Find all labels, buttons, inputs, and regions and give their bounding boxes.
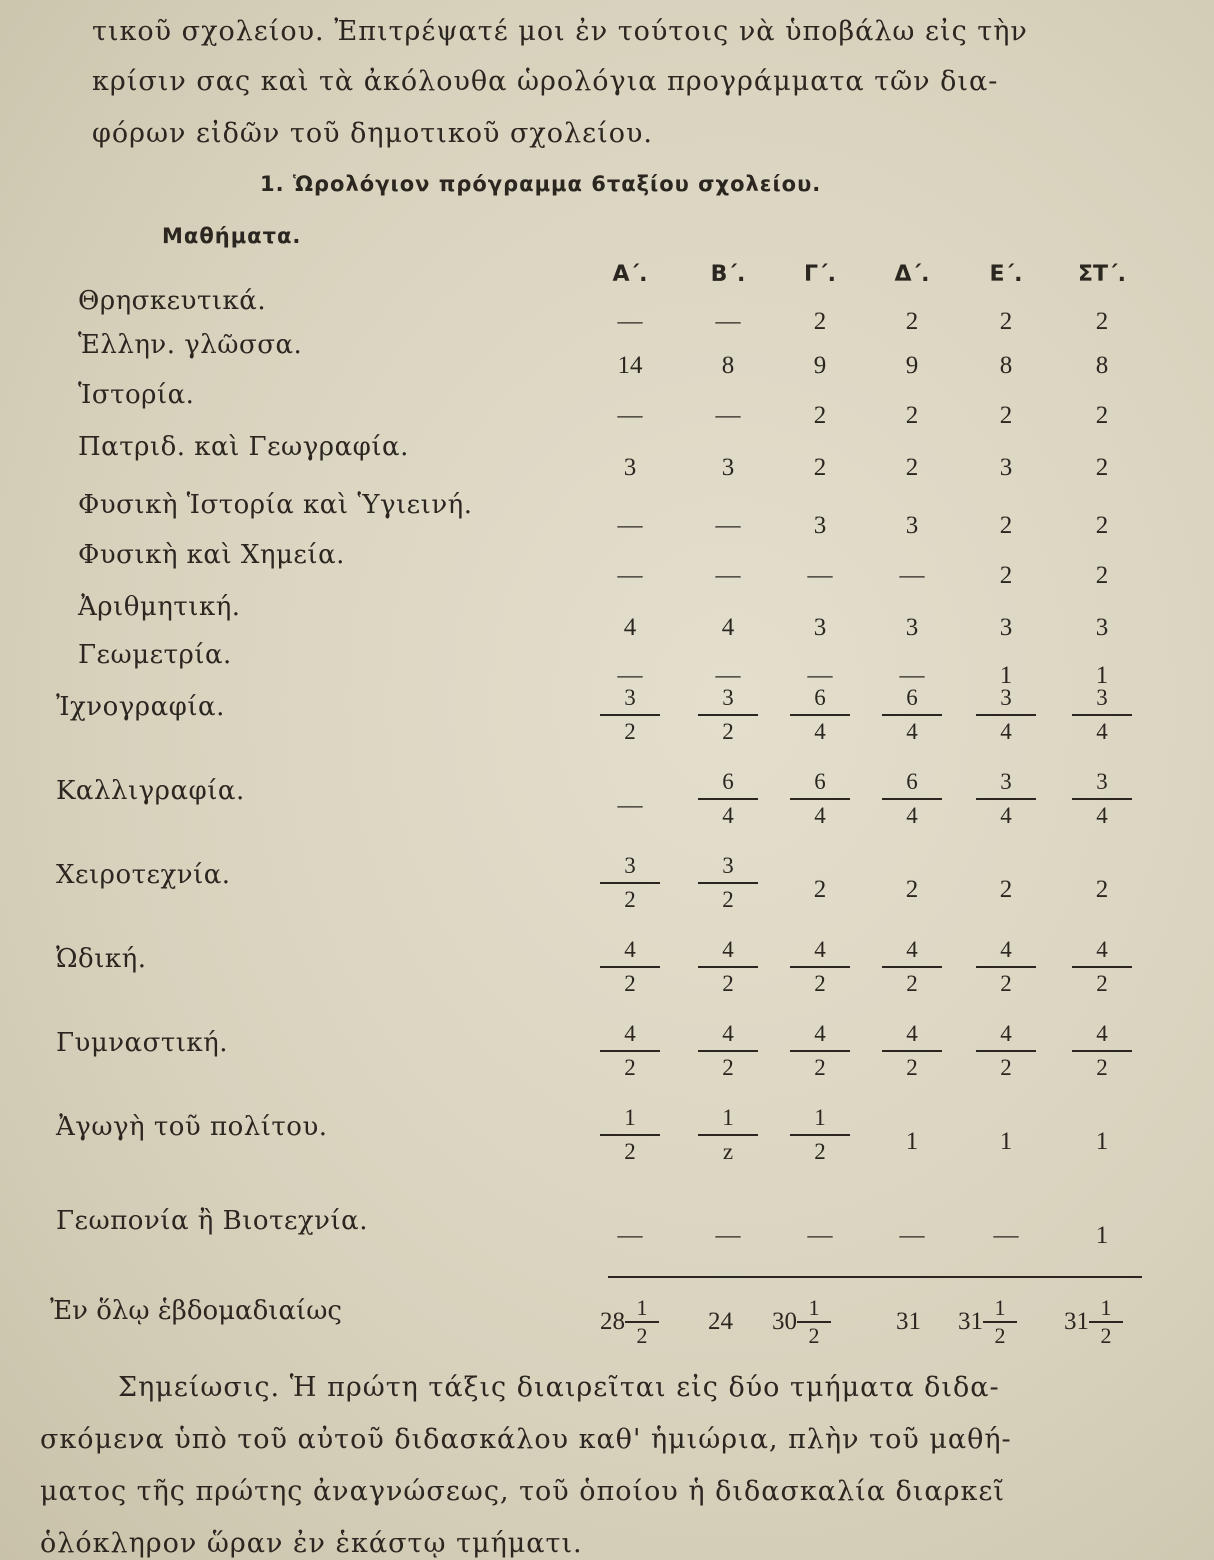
hours-cell: 8 [1095,352,1109,379]
grade-header: ΣΤ΄. [1077,262,1127,287]
fraction-denominator: 4 [906,803,918,828]
subject-label: Γυμναστική. [56,1028,229,1058]
intro-line: τικοῦ σχολείου. Ἐπιτρέψατέ μοι ἐν τούτοις νὰ ὑποβάλω εἰς τὴν [92,16,1028,47]
empty-cell-dash: — [807,662,833,689]
fraction-bar [1072,1050,1132,1052]
fraction-denominator: 4 [1000,803,1012,828]
empty-cell-dash: — [715,402,741,429]
fraction-numerator: 4 [1000,937,1012,962]
fraction-numerator: 4 [1096,937,1108,962]
fraction-denominator: 2 [624,971,636,996]
hours-fraction [790,1104,850,1166]
hours-fraction [790,936,850,998]
fraction-numerator: 6 [906,685,918,710]
fraction-numerator: 4 [722,937,734,962]
fraction-bar [1072,714,1132,716]
hours-cell: 9 [813,352,827,379]
hours-fraction [976,1020,1036,1082]
total-fraction [983,1295,1017,1349]
hours-fraction [1072,1020,1132,1082]
hours-cell: 2 [999,562,1013,589]
subject-label: Ἀριθμητική. [78,592,241,622]
grade-header: Ε΄. [989,262,1023,287]
hours-cell: 14 [617,352,643,379]
hours-fraction [882,1020,942,1082]
subject-label: Ἰχνογραφία. [56,692,225,722]
fraction-denominator: 2 [722,887,734,912]
hours-cell: 2 [813,402,827,429]
fraction-numerator: 4 [906,1021,918,1046]
fraction-denominator: 2 [906,1055,918,1080]
weekly-total [896,1290,921,1354]
fraction-denominator: 2 [722,971,734,996]
subject-label: Πατριδ. καὶ Γεωγραφία. [78,432,409,462]
fraction-denominator: 2 [814,1139,826,1164]
hours-fraction [882,684,942,746]
fraction-denominator: 4 [814,803,826,828]
hours-cell: 2 [999,402,1013,429]
fraction-bar [976,798,1036,800]
fraction-bar [600,1050,660,1052]
total-whole: 31 [896,1308,921,1335]
fraction-denominator: 4 [1096,719,1108,744]
fraction-bar [882,798,942,800]
hours-cell: 1 [905,1128,919,1155]
hours-fraction [882,768,942,830]
empty-cell-dash: — [617,792,643,819]
fraction-numerator: 4 [1096,1021,1108,1046]
hours-cell: 2 [905,308,919,335]
hours-cell: 1 [1095,662,1109,689]
hours-fraction [790,684,850,746]
weekly-total [958,1290,1017,1354]
fraction-denominator: 2 [624,719,636,744]
hours-fraction [790,768,850,830]
note-line: ὁλόκληρον ὥραν ἐν ἑκάστῳ τμήματι. [40,1528,583,1559]
hours-fraction [1072,768,1132,830]
fraction-numerator: 6 [722,769,734,794]
fraction-denominator: 4 [1096,803,1108,828]
weekly-total [1064,1290,1123,1354]
hours-cell: 2 [999,308,1013,335]
hours-cell: 3 [999,454,1013,481]
grade-header: Α΄. [612,262,648,287]
hours-fraction [976,768,1036,830]
hours-cell: 2 [813,308,827,335]
hours-fraction [976,684,1036,746]
weekly-total [708,1290,733,1354]
fraction-numerator: 6 [814,769,826,794]
fraction-denominator: 2 [1096,971,1108,996]
total-fraction [797,1295,831,1349]
subject-label: Θρησκευτικά. [78,286,267,316]
fraction-denominator: 2 [624,887,636,912]
empty-cell-dash: — [899,662,925,689]
hours-cell: 2 [905,402,919,429]
fraction-numerator: 3 [624,853,636,878]
fraction-bar [698,1050,758,1052]
table-heading: 1. Ὡρολόγιον πρόγραμμα 6ταξίου σχολείου. [260,172,822,196]
hours-cell: 3 [721,454,735,481]
fraction-bar [790,1050,850,1052]
fraction-numerator: 4 [722,1021,734,1046]
subject-label: Γεωμετρία. [78,640,232,670]
hours-fraction [600,684,660,746]
hours-cell: 1 [999,1128,1013,1155]
fraction-denominator: 4 [722,803,734,828]
fraction-bar [790,1134,850,1136]
fraction-bar [882,714,942,716]
fraction-denominator: 2 [906,971,918,996]
total-whole: 31 [1064,1308,1089,1335]
subject-label: Ὠδική. [56,944,147,974]
total-label: Ἐν ὅλῳ ἑβδομαδιαίως [50,1296,342,1326]
fraction-numerator: 4 [814,937,826,962]
hours-fraction [790,1020,850,1082]
hours-cell: 3 [813,512,827,539]
fraction-bar [698,798,758,800]
hours-cell: 2 [1095,308,1109,335]
fraction-bar [1072,966,1132,968]
fraction-denominator: 2 [814,1055,826,1080]
intro-line: κρίσιν σας καὶ τὰ ἀκόλουθα ὡρολόγια προγράμματα τῶν δια- [92,66,999,97]
fraction-bar [698,882,758,884]
fraction-denominator: 2 [994,1323,1006,1348]
fraction-numerator: 4 [624,1021,636,1046]
subjects-column-header: Μαθήματα. [162,224,302,248]
fraction-numerator: 1 [722,1105,734,1130]
total-fraction [1089,1295,1123,1349]
fraction-denominator: 2 [1000,1055,1012,1080]
fraction-denominator: 2 [624,1139,636,1164]
hours-fraction [600,1104,660,1166]
empty-cell-dash: — [715,1222,741,1249]
fraction-denominator: 2 [636,1323,648,1348]
fraction-numerator: 1 [624,1105,636,1130]
hours-cell: 1 [1095,1128,1109,1155]
empty-cell-dash: — [617,512,643,539]
fraction-numerator: 1 [814,1105,826,1130]
subject-label: Γεωπονία ἢ Βιοτεχνία. [56,1206,369,1236]
hours-cell: 2 [813,454,827,481]
empty-cell-dash: — [617,402,643,429]
note-line: ματος τῆς πρώτης ἀναγνώσεως, τοῦ ὁποίου ἡ διδασκαλία διαρκεῖ [40,1476,1005,1507]
hours-fraction [600,1020,660,1082]
fraction-numerator: 3 [1000,769,1012,794]
hours-cell: 3 [999,614,1013,641]
weekly-total [600,1290,659,1354]
hours-cell: 3 [623,454,637,481]
note-line: Σημείωσις. Ἡ πρώτη τάξις διαιρεῖται εἰς δύο τμήματα διδα- [118,1372,1000,1403]
fraction-numerator: 4 [906,937,918,962]
empty-cell-dash: — [715,512,741,539]
hours-cell: 2 [1095,512,1109,539]
fraction-numerator: 4 [1000,1021,1012,1046]
subject-label: Ἱστορία. [78,380,195,410]
fraction-numerator: 1 [994,1295,1006,1320]
fraction-bar [976,966,1036,968]
hours-cell: 2 [1095,454,1109,481]
hours-cell: 9 [905,352,919,379]
fraction-bar [882,966,942,968]
fraction-denominator: 4 [906,719,918,744]
hours-cell: 2 [999,512,1013,539]
hours-cell: 2 [1095,562,1109,589]
hours-cell: 3 [813,614,827,641]
fraction-numerator: 6 [814,685,826,710]
empty-cell-dash: — [807,1222,833,1249]
empty-cell-dash: — [617,308,643,335]
weekly-total [772,1290,831,1354]
fraction-numerator: 1 [636,1295,648,1320]
fraction-bar [790,714,850,716]
fraction-numerator: 3 [1096,769,1108,794]
fraction-denominator: 2 [808,1323,820,1348]
fraction-bar [600,882,660,884]
fraction-bar [790,798,850,800]
empty-cell-dash: — [899,562,925,589]
fraction-bar [698,714,758,716]
hours-cell: 3 [905,614,919,641]
fraction-numerator: 6 [906,769,918,794]
subject-label: Ἀγωγὴ τοῦ πολίτου. [56,1112,328,1142]
hours-fraction [698,852,758,914]
fraction-denominator: 2 [1096,1055,1108,1080]
fraction-numerator: 3 [1096,685,1108,710]
fraction-denominator: 2 [1000,971,1012,996]
fraction-bar [790,966,850,968]
fraction-denominator: 2 [1100,1323,1112,1348]
total-whole: 28 [600,1308,625,1335]
empty-cell-dash: — [715,662,741,689]
hours-cell: 4 [623,614,637,641]
empty-cell-dash: — [715,562,741,589]
fraction-numerator: 4 [814,1021,826,1046]
empty-cell-dash: — [617,1222,643,1249]
fraction-bar [600,1134,660,1136]
hours-cell: 1 [999,662,1013,689]
note-line: σκόμενα ὑπὸ τοῦ αὐτοῦ διδασκάλου καθ' ἡμιώρια, πλὴν τοῦ μαθή- [40,1424,1012,1455]
fraction-numerator: 3 [722,685,734,710]
subject-label: Φυσικὴ καὶ Χημεία. [78,540,345,570]
total-whole: 24 [708,1308,733,1335]
grade-header: Δ΄. [894,262,930,287]
empty-cell-dash: — [715,308,741,335]
subject-label: Ἑλλην. γλῶσσα. [78,330,303,360]
total-fraction [625,1295,659,1349]
hours-cell: 1 [1095,1222,1109,1249]
fraction-denominator: 2 [624,1055,636,1080]
fraction-bar [976,714,1036,716]
total-whole: 30 [772,1308,797,1335]
subject-label: Χειροτεχνία. [56,860,231,890]
fraction-bar [976,1050,1036,1052]
fraction-bar [600,714,660,716]
fraction-numerator: 4 [624,937,636,962]
empty-cell-dash: — [993,1222,1019,1249]
total-rule [608,1276,1142,1278]
fraction-bar [698,1134,758,1136]
fraction-numerator: 1 [808,1295,820,1320]
total-whole: 31 [958,1308,983,1335]
empty-cell-dash: — [807,562,833,589]
fraction-bar [1072,798,1132,800]
hours-cell: 2 [1095,402,1109,429]
fraction-denominator: 2 [722,719,734,744]
fraction-denominator: 4 [814,719,826,744]
hours-fraction [698,1104,758,1166]
grade-header: Γ΄. [803,262,837,287]
intro-line: φόρων εἰδῶν τοῦ δημοτικοῦ σχολείου. [92,118,653,149]
hours-fraction [1072,936,1132,998]
hours-fraction [882,936,942,998]
empty-cell-dash: — [899,1222,925,1249]
fraction-bar [698,966,758,968]
hours-fraction [698,684,758,746]
hours-fraction [976,936,1036,998]
empty-cell-dash: — [617,562,643,589]
fraction-denominator: 2 [814,971,826,996]
fraction-bar [600,966,660,968]
hours-cell: 8 [721,352,735,379]
hours-cell: 2 [1095,876,1109,903]
fraction-denominator: 4 [1000,719,1012,744]
hours-cell: 2 [999,876,1013,903]
grade-header: Β΄. [710,262,746,287]
fraction-denominator: z [722,1139,734,1164]
fraction-numerator: 3 [1000,685,1012,710]
fraction-bar [882,1050,942,1052]
fraction-numerator: 3 [722,853,734,878]
hours-cell: 3 [905,512,919,539]
hours-cell: 3 [1095,614,1109,641]
empty-cell-dash: — [617,662,643,689]
hours-fraction [698,768,758,830]
hours-fraction [600,936,660,998]
hours-fraction [698,936,758,998]
subject-label: Καλλιγραφία. [56,776,245,806]
hours-fraction [600,852,660,914]
hours-cell: 2 [905,454,919,481]
hours-cell: 4 [721,614,735,641]
hours-cell: 2 [813,876,827,903]
hours-cell: 8 [999,352,1013,379]
hours-fraction [1072,684,1132,746]
subject-label: Φυσικὴ Ἱστορία καὶ Ὑγιεινή. [78,490,473,520]
fraction-numerator: 1 [1100,1295,1112,1320]
fraction-numerator: 3 [624,685,636,710]
hours-cell: 2 [905,876,919,903]
hours-fraction [698,1020,758,1082]
fraction-denominator: 2 [722,1055,734,1080]
